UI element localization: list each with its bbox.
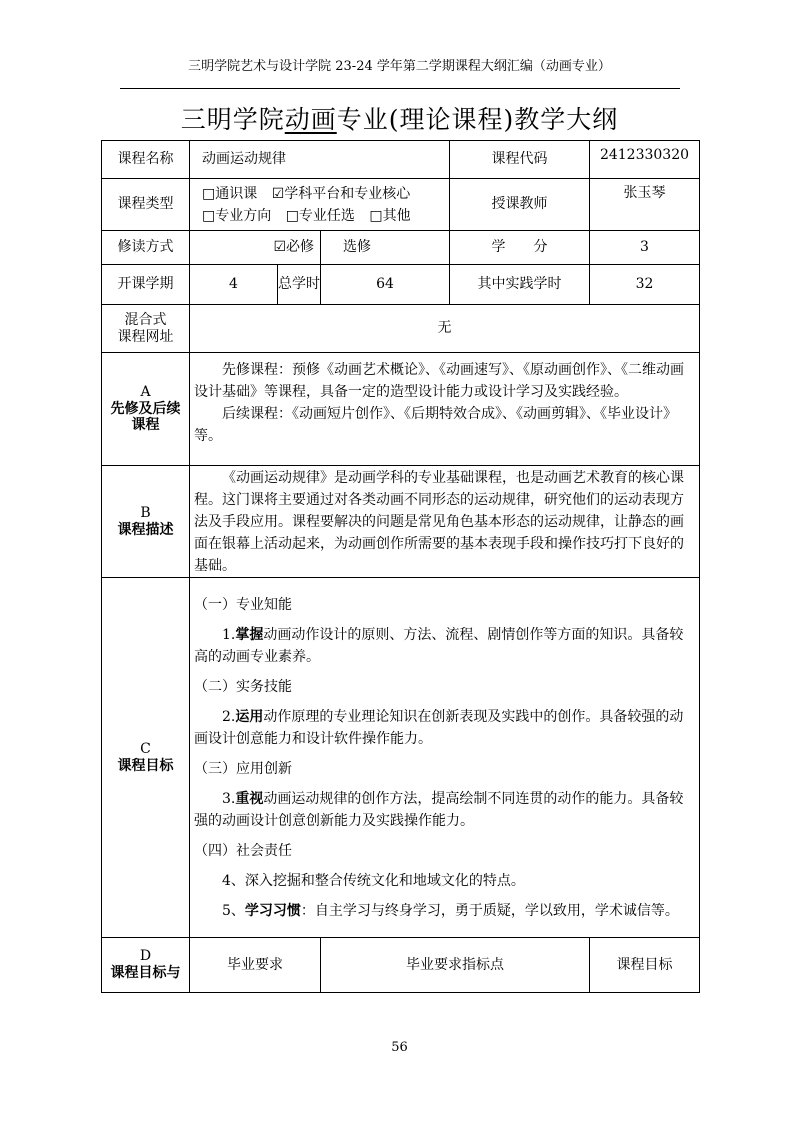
elective-option: 选修	[321, 231, 450, 265]
option-major-direction: □专业方向	[202, 207, 272, 224]
course-name-value: 动画运动规律	[190, 141, 450, 179]
course-name-label: 课程名称	[102, 141, 190, 179]
goal-item-5-keyword: 学习习惯	[244, 903, 301, 919]
page-title	[0, 100, 799, 136]
required-option: ☑必修	[190, 231, 321, 265]
row-section-d	[102, 938, 700, 993]
blended-url-label-line1: 混合式	[124, 311, 167, 328]
goal-item-5-text: ：自主学习与终身学习，勇于质疑，学以致用，学术诚信等。	[300, 903, 679, 919]
goal-heading-3: （三）应用创新	[194, 761, 292, 777]
prerequisite-text: 先修课程：预修《动画艺术概论》、《动画速写》、《原动画创作》、《二维动画设计基础》等课程，具备一定的造型设计能力或设计学习及实践经验。	[194, 362, 684, 400]
section-b-content	[190, 466, 700, 578]
goal-item-1-keyword: 掌握	[235, 627, 264, 643]
row-semester	[102, 265, 700, 305]
page-number: 56	[391, 1040, 408, 1055]
row-section-c	[102, 578, 700, 938]
course-code-value: 2412330320	[590, 141, 700, 179]
section-a-letter: A	[140, 383, 151, 400]
goal-heading-2: （二）实务技能	[194, 679, 292, 695]
blended-url-label	[102, 305, 190, 353]
syllabus-table	[101, 140, 700, 993]
teacher-label: 授课教师	[450, 179, 590, 231]
goal-item-3-keyword: 重视	[235, 791, 264, 807]
section-d-letter: D	[139, 948, 152, 965]
goal-item-5	[194, 900, 695, 922]
section-d-label	[102, 938, 190, 993]
option-other: □其他	[369, 207, 411, 224]
row-study-mode	[102, 231, 700, 265]
row-section-b	[102, 466, 700, 578]
row-blended-url	[102, 305, 700, 353]
semester-label: 开课学期	[102, 265, 190, 305]
credits-value: 3	[590, 231, 700, 265]
credits-label: 学 分	[450, 231, 590, 265]
course-type-label: 课程类型	[102, 179, 190, 231]
title-major: 动画	[284, 105, 337, 134]
goal-item-5-num: 5、	[222, 903, 245, 919]
goal-item-1	[194, 624, 695, 668]
course-code-label: 课程代码	[450, 141, 590, 179]
practice-hours-value: 32	[590, 265, 700, 305]
course-type-options	[190, 179, 450, 231]
blended-url-label-line2: 课程网址	[117, 328, 174, 345]
goal-heading-4: （四）社会责任	[194, 843, 292, 859]
option-general-course: □通识课	[202, 185, 258, 202]
course-description-text: 《动画运动规律》是动画学科的专业基础课程，也是动画艺术教育的核心课程。这门课将主要通过对各类动画不同形态的运动规律，研究他们的运动表现方法及手段应用。课程要解决的问题是常见角色基本形态的运动规律，让静态的画面在银幕上活动起来，为动画创作所需要的基本表现手段和操作技巧打下良好的基础。	[194, 470, 684, 574]
header-rule	[120, 88, 680, 89]
study-mode-label: 修读方式	[102, 231, 190, 265]
goal-item-3	[194, 788, 695, 832]
title-prefix: 三明学院	[180, 105, 285, 134]
row-course-name	[102, 141, 700, 179]
total-hours-label: 总学时	[278, 265, 321, 305]
goal-item-3-num: 3.	[222, 791, 236, 807]
goal-item-1-text: 动画动作设计的原则、方法、流程、剧情创作等方面的知识。具备较高的动画专业素养。	[194, 627, 684, 665]
option-major-elective: □专业任选	[285, 207, 355, 224]
blended-url-value: 无	[190, 305, 700, 353]
teacher-value: 张玉琴	[590, 179, 700, 231]
goal-item-3-text: 动画运动规律的创作方法，提高绘制不同连贯的动作的能力。具备较强的动画设计创意创新能力及实践操作能力。	[194, 791, 684, 829]
row-course-type	[102, 179, 700, 231]
total-hours-value: 64	[321, 265, 450, 305]
section-b-title: 课程描述	[117, 521, 174, 538]
semester-value: 4	[190, 265, 278, 305]
row-section-a	[102, 353, 700, 466]
indicator-point-header: 毕业要求指标点	[321, 938, 590, 993]
practice-hours-label: 其中实践学时	[450, 265, 590, 305]
title-suffix: 专业(理论课程)教学大纲	[336, 105, 619, 134]
section-a-label	[102, 353, 190, 466]
section-c-label	[102, 578, 190, 938]
section-d-title: 课程目标与	[110, 965, 181, 981]
goal-item-2-num: 2.	[222, 709, 236, 725]
course-goal-header: 课程目标	[590, 938, 700, 993]
section-b-letter: B	[140, 504, 151, 521]
followup-text: 后续课程：《动画短片创作》、《后期特效合成》、《动画剪辑》、《毕业设计》等。	[194, 406, 677, 444]
running-header: 三明学院艺术与设计学院 23-24 学年第二学期课程大纲汇编（动画专业）	[188, 59, 611, 74]
goal-heading-1: （一）专业知能	[194, 597, 292, 613]
goal-item-1-num: 1.	[222, 627, 236, 643]
section-a-title: 先修及后续课程	[110, 400, 181, 434]
option-core-course: ☑学科平台和专业核心	[271, 185, 411, 202]
section-b-label	[102, 466, 190, 578]
section-c-letter: C	[140, 740, 151, 757]
goal-item-2	[194, 706, 695, 750]
goal-item-4: 4、深入挖掘和整合传统文化和地域文化的特点。	[222, 873, 525, 889]
section-c-title: 课程目标	[117, 757, 174, 774]
graduation-requirement-header: 毕业要求	[190, 938, 321, 993]
section-a-content	[190, 353, 700, 466]
section-c-content	[190, 578, 700, 938]
goal-item-2-text: 动作原理的专业理论知识在创新表现及实践中的创作。具备较强的动画设计创意能力和设计软件操作能力。	[194, 709, 684, 747]
goal-item-2-keyword: 运用	[235, 709, 264, 725]
